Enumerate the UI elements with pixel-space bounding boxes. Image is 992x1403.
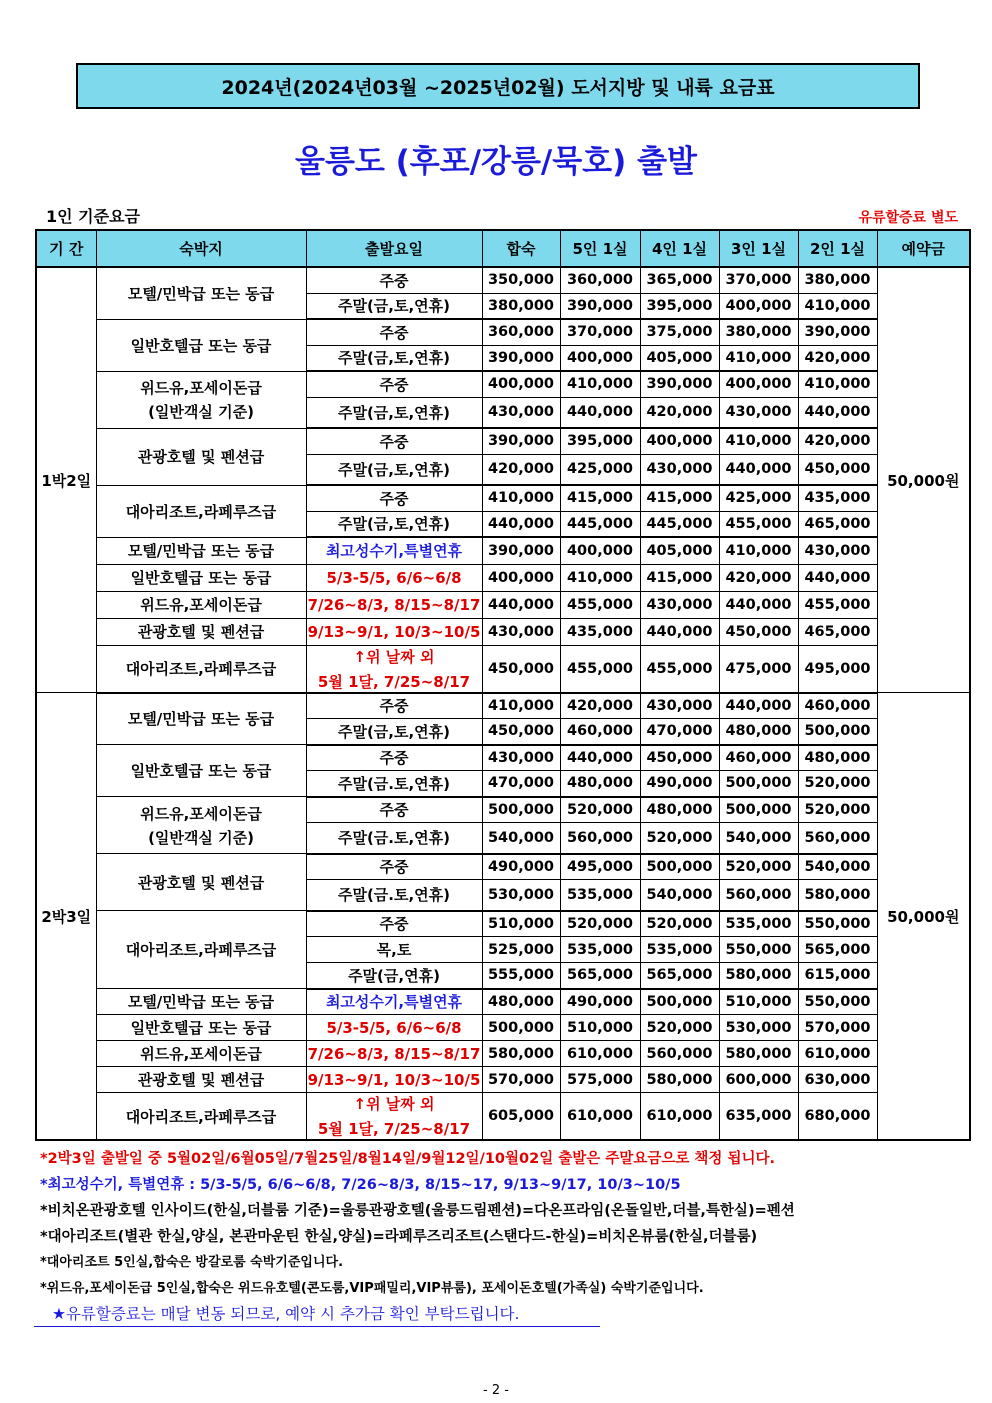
price-cell: 410,000: [719, 345, 798, 371]
departure-day-cell: 주중: [306, 745, 482, 771]
price-cell: 430,000: [798, 537, 877, 564]
price-cell: 580,000: [798, 880, 877, 911]
price-cell: 495,000: [798, 645, 877, 693]
price-cell: 495,000: [560, 854, 640, 880]
price-cell: 460,000: [798, 693, 877, 719]
document-title: [76, 63, 920, 109]
lodging-label: 관광호텔 및 펜션급: [137, 623, 265, 641]
table-row: [36, 591, 970, 618]
price-cell: 430,000: [482, 618, 560, 645]
lodging-cell: [96, 854, 306, 911]
price-cell: 550,000: [719, 937, 798, 963]
document-title-text: 2024년(2024년03월 ~2025년02월) 도서지방 및 내륙 요금표: [221, 76, 775, 99]
price-cell: 580,000: [719, 963, 798, 989]
header-lodging: 숙박지: [96, 230, 306, 267]
price-cell: 425,000: [560, 454, 640, 485]
note-resort-equivalence: *대아리조트(별관 한실,양실, 본관마운틴 한실,양실)=라페루즈리조트(스탠다드-한실)=비치온뷰룸(한실,더블룸): [40, 1229, 758, 1245]
table-row: [36, 485, 970, 511]
price-cell: 440,000: [560, 397, 640, 428]
price-cell: 500,000: [719, 771, 798, 797]
price-cell: 530,000: [719, 1015, 798, 1041]
price-cell: 510,000: [560, 1015, 640, 1041]
price-cell: 350,000: [482, 267, 560, 293]
price-cell: 430,000: [640, 693, 719, 719]
price-cell: 535,000: [560, 937, 640, 963]
price-cell: 445,000: [640, 511, 719, 537]
price-cell: 400,000: [640, 428, 719, 454]
table-row: [36, 645, 970, 693]
departure-day-cell: 최고성수기,특별연휴: [306, 989, 482, 1015]
price-cell: 455,000: [798, 591, 877, 618]
table-row: [36, 267, 970, 293]
price-cell: 610,000: [640, 1093, 719, 1141]
lodging-label: 위드유,포세이돈급: [140, 596, 262, 614]
price-cell: 475,000: [719, 645, 798, 693]
price-cell: 575,000: [560, 1067, 640, 1093]
departure-day-cell: 주중: [306, 485, 482, 511]
departure-day-line: ↑위 날짜 외: [353, 647, 435, 666]
lodging-label: 일반호텔급 또는 동급: [130, 569, 272, 587]
price-cell: 580,000: [640, 1067, 719, 1093]
price-cell: 400,000: [719, 371, 798, 397]
header-4-per-room: 4인 1실: [640, 230, 719, 267]
price-cell: 560,000: [719, 880, 798, 911]
price-cell: 435,000: [798, 485, 877, 511]
header-2-per-room: 2인 1실: [798, 230, 877, 267]
table-row: [36, 854, 970, 880]
price-cell: 510,000: [719, 989, 798, 1015]
price-cell: 400,000: [482, 371, 560, 397]
departure-day-cell: 주중: [306, 854, 482, 880]
price-cell: 520,000: [640, 823, 719, 854]
table-row: [36, 1015, 970, 1041]
price-cell: 400,000: [560, 537, 640, 564]
departure-day-cell: 목,토: [306, 937, 482, 963]
notes-section: [40, 1146, 795, 1302]
departure-day-cell: 주말(금,토,연휴): [306, 345, 482, 371]
price-cell: 410,000: [482, 693, 560, 719]
lodging-cell: [96, 693, 306, 745]
price-cell: 540,000: [482, 823, 560, 854]
departure-day-line: 5월 1달, 7/25~8/17: [317, 1120, 471, 1138]
lodging-cell: [96, 537, 306, 564]
price-cell: 540,000: [798, 854, 877, 880]
price-cell: 450,000: [798, 454, 877, 485]
lodging-cell: [96, 485, 306, 537]
price-cell: 550,000: [798, 911, 877, 937]
table-row: [36, 319, 970, 345]
departure-day-cell: 주말(금,토,연휴): [306, 293, 482, 319]
departure-day-cell: 주중: [306, 911, 482, 937]
price-cell: 455,000: [560, 645, 640, 693]
price-cell: 400,000: [560, 345, 640, 371]
price-cell: 465,000: [798, 618, 877, 645]
price-cell: 430,000: [640, 454, 719, 485]
price-cell: 520,000: [719, 854, 798, 880]
table-row: [36, 1041, 970, 1067]
lodging-cell: [96, 1093, 306, 1141]
price-cell: 500,000: [640, 854, 719, 880]
price-cell: 500,000: [482, 1015, 560, 1041]
departure-day-cell: [306, 1093, 482, 1141]
price-cell: 520,000: [560, 911, 640, 937]
price-cell: 440,000: [798, 397, 877, 428]
price-cell: 450,000: [482, 719, 560, 745]
price-cell: 615,000: [798, 963, 877, 989]
price-cell: 540,000: [719, 823, 798, 854]
price-cell: 480,000: [560, 771, 640, 797]
lodging-label: (일반객실 기준): [148, 403, 254, 421]
lodging-cell: [96, 797, 306, 854]
lodging-cell: [96, 267, 306, 319]
price-cell: 420,000: [560, 693, 640, 719]
departure-day-cell: 주말(금.토,연휴): [306, 823, 482, 854]
price-cell: 420,000: [798, 345, 877, 371]
price-cell: 490,000: [482, 854, 560, 880]
price-cell: 520,000: [640, 1015, 719, 1041]
header-period: 기 간: [36, 230, 96, 267]
lodging-cell: [96, 319, 306, 371]
price-cell: 490,000: [640, 771, 719, 797]
price-cell: 490,000: [560, 989, 640, 1015]
price-cell: 480,000: [719, 719, 798, 745]
departure-day-cell: 주중: [306, 267, 482, 293]
fuel-surcharge-note: 유류할증료 별도: [858, 210, 958, 226]
table-header-row: [36, 230, 970, 267]
note-weekend-rate: *2박3일 출발일 중 5월02일/6월05일/7월25일/8월14일/9월12일/10월02일 출발은 주말요금으로 책정 됩니다.: [40, 1151, 775, 1167]
lodging-cell: [96, 911, 306, 989]
rate-table: [35, 229, 971, 1141]
price-cell: 410,000: [482, 485, 560, 511]
note-resort-bungalow: *대아리조트 5인실,합숙은 방갈로룸 숙박기준입니다.: [40, 1255, 344, 1270]
table-row: [36, 797, 970, 823]
price-cell: 520,000: [798, 797, 877, 823]
departure-day-cell: 주말(금,토,연휴): [306, 397, 482, 428]
departure-day-cell: 최고성수기,특별연휴: [306, 537, 482, 564]
table-row: [36, 745, 970, 771]
price-cell: 450,000: [482, 645, 560, 693]
price-cell: 580,000: [482, 1041, 560, 1067]
price-cell: 570,000: [798, 1015, 877, 1041]
departure-day-cell: 주중: [306, 371, 482, 397]
price-cell: 570,000: [482, 1067, 560, 1093]
route-subtitle: 울릉도 (후포/강릉/묵호) 출발: [295, 144, 697, 180]
price-cell: 445,000: [560, 511, 640, 537]
lodging-label: 관광호텔 및 펜션급: [137, 448, 265, 466]
price-cell: 390,000: [560, 293, 640, 319]
price-cell: 380,000: [719, 319, 798, 345]
price-cell: 560,000: [560, 823, 640, 854]
price-cell: 420,000: [640, 397, 719, 428]
table-row: [36, 564, 970, 591]
price-cell: 535,000: [719, 911, 798, 937]
header-deposit: 예약금: [877, 230, 970, 267]
lodging-label: 모텔/민박급 또는 동급: [127, 284, 275, 303]
price-cell: 440,000: [482, 591, 560, 618]
price-cell: 430,000: [640, 591, 719, 618]
price-cell: 390,000: [640, 371, 719, 397]
price-cell: 410,000: [719, 428, 798, 454]
price-cell: 400,000: [719, 293, 798, 319]
lodging-label: 일반호텔급 또는 동급: [130, 762, 272, 780]
lodging-cell: [96, 371, 306, 428]
departure-day-cell: 주말(금,토,연휴): [306, 511, 482, 537]
price-cell: 500,000: [640, 989, 719, 1015]
price-cell: 470,000: [482, 771, 560, 797]
price-cell: 430,000: [719, 397, 798, 428]
departure-day-cell: 주중: [306, 319, 482, 345]
price-cell: 580,000: [719, 1041, 798, 1067]
price-cell: 610,000: [560, 1093, 640, 1141]
price-cell: 440,000: [560, 745, 640, 771]
departure-day-cell: 주중: [306, 428, 482, 454]
table-row: [36, 693, 970, 719]
lodging-label: 위드유,포세이돈급: [140, 1045, 262, 1063]
lodging-label: 관광호텔 및 펜션급: [137, 1071, 265, 1089]
period-block-2n3d: [36, 693, 970, 1141]
table-row: [36, 911, 970, 937]
departure-day-cell: 7/26~8/3, 8/15~8/17: [306, 591, 482, 618]
header-dorm: 합숙: [482, 230, 560, 267]
page-number: - 2 -: [483, 1383, 509, 1398]
price-cell: 420,000: [482, 454, 560, 485]
price-cell: 390,000: [482, 537, 560, 564]
lodging-label: 일반호텔급 또는 동급: [130, 336, 272, 355]
departure-day-cell: [306, 645, 482, 693]
price-cell: 565,000: [560, 963, 640, 989]
note-tourist-equivalence: *비치온관광호텔 인사이드(한실,더블룸 기준)=울릉관광호텔(울릉드림펜션)=다온프라임(온돌일반,더블,특한실)=펜션: [40, 1203, 795, 1219]
price-cell: 630,000: [798, 1067, 877, 1093]
table-row: [36, 618, 970, 645]
price-cell: 500,000: [719, 797, 798, 823]
price-cell: 520,000: [798, 771, 877, 797]
price-cell: 455,000: [560, 591, 640, 618]
lodging-label: (일반객실 기준): [148, 828, 254, 847]
price-cell: 455,000: [719, 511, 798, 537]
fuel-surcharge-footer: ★유류할증료는 매달 변동 되므로, 예약 시 추가금 확인 부탁드립니다.: [34, 1302, 600, 1327]
lodging-cell: [96, 564, 306, 591]
table-row: [36, 1067, 970, 1093]
price-cell: 440,000: [719, 591, 798, 618]
price-cell: 560,000: [640, 1041, 719, 1067]
price-cell: 540,000: [640, 880, 719, 911]
price-cell: 460,000: [719, 745, 798, 771]
price-cell: 500,000: [798, 719, 877, 745]
price-cell: 430,000: [482, 397, 560, 428]
price-cell: 440,000: [719, 693, 798, 719]
departure-day-cell: 주중: [306, 797, 482, 823]
price-cell: 395,000: [560, 428, 640, 454]
price-cell: 530,000: [482, 880, 560, 911]
price-cell: 375,000: [640, 319, 719, 345]
price-cell: 435,000: [560, 618, 640, 645]
header-5-per-room: 5인 1실: [560, 230, 640, 267]
price-cell: 460,000: [560, 719, 640, 745]
price-cell: 440,000: [640, 618, 719, 645]
header-3-per-room: 3인 1실: [719, 230, 798, 267]
lodging-cell: [96, 428, 306, 485]
lodging-cell: [96, 1015, 306, 1041]
price-cell: 360,000: [482, 319, 560, 345]
table-row: [36, 989, 970, 1015]
lodging-label: 모텔/민박급 또는 동급: [127, 710, 275, 729]
price-cell: 390,000: [798, 319, 877, 345]
lodging-cell: [96, 1067, 306, 1093]
price-cell: 450,000: [640, 745, 719, 771]
departure-day-cell: 5/3-5/5, 6/6~6/8: [306, 564, 482, 591]
price-cell: 480,000: [798, 745, 877, 771]
deposit-cell: 50,000원: [877, 267, 970, 693]
price-cell: 360,000: [560, 267, 640, 293]
price-cell: 405,000: [640, 537, 719, 564]
header-departure-day: 출발요일: [306, 230, 482, 267]
departure-day-cell: 9/13~9/1, 10/3~10/5: [306, 1067, 482, 1093]
price-cell: 610,000: [798, 1041, 877, 1067]
departure-day-cell: 7/26~8/3, 8/15~8/17: [306, 1041, 482, 1067]
price-cell: 420,000: [719, 564, 798, 591]
lodging-cell: [96, 645, 306, 693]
lodging-cell: [96, 745, 306, 797]
lodging-label: 모텔/민박급 또는 동급: [127, 542, 275, 560]
price-cell: 535,000: [560, 880, 640, 911]
lodging-label: 대아리조트,라페루즈급: [125, 1107, 277, 1126]
price-cell: 440,000: [719, 454, 798, 485]
price-cell: 440,000: [798, 564, 877, 591]
price-cell: 680,000: [798, 1093, 877, 1141]
departure-day-cell: 주중: [306, 693, 482, 719]
note-peak-dates: *최고성수기, 특별연휴 : 5/3-5/5, 6/6~6/8, 7/26~8/3, 8/15~17, 9/13~9/17, 10/3~10/5: [40, 1177, 681, 1193]
price-cell: 555,000: [482, 963, 560, 989]
note-widyu-basis: *위드유,포세이돈급 5인실,합숙은 위드유호텔(콘도룸,VIP패밀리,VIP뷰룸), 포세이돈호텔(가족실) 숙박기준입니다.: [40, 1281, 704, 1296]
lodging-cell: [96, 1041, 306, 1067]
lodging-label: 모텔/민박급 또는 동급: [127, 993, 275, 1011]
departure-day-cell: 9/13~9/1, 10/3~10/5: [306, 618, 482, 645]
price-cell: 560,000: [798, 823, 877, 854]
price-cell: 415,000: [560, 485, 640, 511]
price-cell: 390,000: [482, 345, 560, 371]
departure-day-cell: 주말(금,연휴): [306, 963, 482, 989]
lodging-cell: [96, 989, 306, 1015]
deposit-cell: 50,000원: [877, 693, 970, 1141]
price-cell: 410,000: [560, 371, 640, 397]
price-cell: 565,000: [798, 937, 877, 963]
price-cell: 535,000: [640, 937, 719, 963]
price-cell: 465,000: [798, 511, 877, 537]
price-cell: 500,000: [482, 797, 560, 823]
departure-day-line: ↑위 날짜 외: [353, 1095, 435, 1113]
price-cell: 390,000: [482, 428, 560, 454]
price-cell: 410,000: [719, 537, 798, 564]
period-cell: 1박2일: [36, 267, 96, 693]
price-cell: 635,000: [719, 1093, 798, 1141]
price-cell: 455,000: [640, 645, 719, 693]
price-cell: 450,000: [719, 618, 798, 645]
price-cell: 380,000: [798, 267, 877, 293]
price-cell: 410,000: [798, 371, 877, 397]
price-cell: 430,000: [482, 745, 560, 771]
lodging-label: 위드유,포세이돈급: [140, 379, 262, 397]
price-cell: 400,000: [482, 564, 560, 591]
departure-day-cell: 주말(금,토,연휴): [306, 719, 482, 745]
price-cell: 425,000: [719, 485, 798, 511]
departure-day-cell: 주말(금,토,연휴): [306, 454, 482, 485]
period-cell: 2박3일: [36, 693, 96, 1141]
price-cell: 565,000: [640, 963, 719, 989]
departure-day-cell: 5/3-5/5, 6/6~6/8: [306, 1015, 482, 1041]
price-cell: 520,000: [560, 797, 640, 823]
price-cell: 520,000: [640, 911, 719, 937]
lodging-label: 관광호텔 및 펜션급: [137, 873, 265, 892]
price-cell: 370,000: [719, 267, 798, 293]
lodging-label: 위드유,포세이돈급: [140, 804, 262, 823]
price-cell: 415,000: [640, 485, 719, 511]
price-cell: 610,000: [560, 1041, 640, 1067]
price-basis-label: 1인 기준요금: [46, 207, 140, 226]
table-row: [36, 537, 970, 564]
lodging-label: 대아리조트,라페루즈급: [125, 941, 277, 959]
table-row: [36, 428, 970, 454]
price-cell: 415,000: [640, 564, 719, 591]
table-row: [36, 371, 970, 397]
departure-day-cell: 주말(금.토,연휴): [306, 771, 482, 797]
price-cell: 605,000: [482, 1093, 560, 1141]
price-cell: 370,000: [560, 319, 640, 345]
price-cell: 525,000: [482, 937, 560, 963]
price-cell: 440,000: [482, 511, 560, 537]
price-cell: 395,000: [640, 293, 719, 319]
lodging-label: 일반호텔급 또는 동급: [130, 1019, 272, 1037]
price-cell: 480,000: [482, 989, 560, 1015]
price-cell: 365,000: [640, 267, 719, 293]
departure-day-line: 5월 1달, 7/25~8/17: [317, 672, 471, 691]
price-cell: 405,000: [640, 345, 719, 371]
departure-day-cell: 주말(금.토,연휴): [306, 880, 482, 911]
lodging-label: 대아리조트,라페루즈급: [125, 502, 277, 521]
lodging-cell: [96, 618, 306, 645]
price-cell: 480,000: [640, 797, 719, 823]
lodging-label: 대아리조트,라페루즈급: [125, 660, 277, 678]
lodging-cell: [96, 591, 306, 618]
price-cell: 410,000: [560, 564, 640, 591]
price-cell: 600,000: [719, 1067, 798, 1093]
price-cell: 550,000: [798, 989, 877, 1015]
period-block-1n2d: [36, 267, 970, 693]
price-cell: 380,000: [482, 293, 560, 319]
price-cell: 420,000: [798, 428, 877, 454]
price-cell: 410,000: [798, 293, 877, 319]
price-cell: 470,000: [640, 719, 719, 745]
price-cell: 510,000: [482, 911, 560, 937]
table-row: [36, 1093, 970, 1141]
